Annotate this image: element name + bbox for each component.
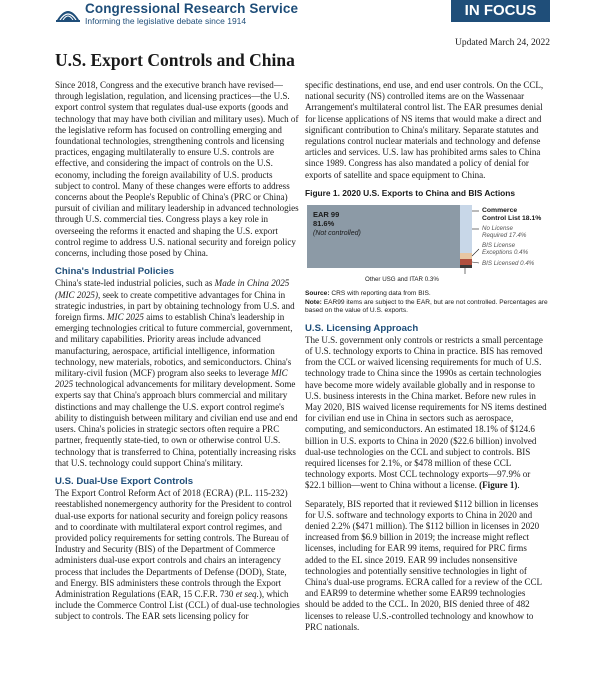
crs-logo[interactable] [55,0,335,28]
updated-date: Updated March 24, 2022 [455,38,550,48]
other-usg-label: Other USG and ITAR 0.3% [365,276,439,284]
org-tagline: Informing the legislative debate since 1914 [85,16,247,26]
header [0,0,600,30]
no-license-label: No License Required 17.4% [482,225,527,240]
exports-figure [305,203,550,286]
industrial-paragraph: China's state-led industrial policies, such as Made in China 2025 (MIC 2025), seek to create competitive advantages for China in strategic industries, in part by obtaining technology from U.S. and foreign firms. MIC 2025 aims to establish China's leadership in emerging technologies critical to future commercial, government, and military capabilities. Priority areas include advanced manufacturing, aerospace, artificial intelligence, information technology, new materials, robotics, and semiconductors. China's military-civil fusion (MCF) program also seeks to leverage MIC 2025 technological advancements for military development. Some experts say that China's approach blurs commercial and military distinctions and may challenge the U.S. export control regime's ability to distinguish between military and civilian end use and end users. China's policies in strategic sectors often require a PRC partner, frequently state-tied, to own or otherwise control U.S. technology that is transferred to China, potentially increasing risks that U.S. technology could support China's military. [55,278,298,468]
left-column [55,80,300,630]
figure-reference: (Figure 1) [479,480,518,491]
figure-source-note: Source: CRS with reporting data from BIS. Note: EAR99 items are subject to the EAR, but are not controlled. Percentages are based on the value of U.S. exports. [305,290,548,315]
licensed-label: BIS Licensed 0.4% [482,260,535,268]
exceptions-label: BIS License Exceptions 0.4% [482,242,529,257]
bar-other-usg [460,265,472,268]
controls-continued-paragraph: specific destinations, end use, and end user controls. On the CCL, national security (NS) controlled items are on the Wassenaar Arrangement's multilateral control list. The EAR presumes denial for license applications of NS items that would make a direct and significant contribution to China's military. Separate statutes and regulations control nuclear materials and technology and defense articles and services. U.S. law has prohibited arms sales to China since 1989. Congress has also mandated a policy of denial for exports of satellite and space equipment to China. [305,80,544,180]
figure-title: Figure 1. 2020 U.S. Exports to China and BIS Actions [305,187,516,198]
ear99-pct: 81.6% [313,219,335,229]
bar-no-license [460,205,472,253]
dual-use-paragraph: The Export Control Reform Act of 2018 (ECRA) (P.L. 115-232) reestablished nonemergency authority for the President to control dual-use exports for national security and foreign policy reasons and to coordinate with multilateral export control regimes, and provided policy requirements for setting controls. The Bureau of Industry and Security (BIS) of the Department of Commerce administers dual-use export controls and chairs an interagency process that includes the Departments of Defense (DOD), State, and Energy. BIS administers these controls through the Export Administration Regulations (EAR, 15 C.F.R. 730 et seq.), which include the Commerce Control List (CCL) of dual-use technologies subject to controls. The EAR sets licensing policy for [55,488,300,622]
page-title: U.S. Export Controls and China [55,50,295,70]
bar-license-exceptions [460,253,472,259]
exports-chart [305,203,550,286]
heading-dual-use: U.S. Dual-Use Export Controls [55,475,194,487]
licensing-paragraph: The U.S. government only controls or restricts a small percentage of U.S. technology exports to China in practice. BIS has removed from the CCL or waived licensing requirements for much of U.S. technology trade to China since the 1990s as certain technologies have become more widely available globally and in response to U.S. business interests in the China market. Before new rules in May 2020, BIS waived license requirements for NS items destined for civilian end use in China in sectors such as aerospace, computing, and semiconductors. An estimated 18.1% of $124.6 billion in U.S. exports to China in 2020 ($22.6 billion) involved dual-use technologies on the CCL and subject to controls. BIS required licenses for 2.1%, or $478 million of these CCL technology exports. Most CCL technology exports—97.9% or $22.1 billion—went to China without a license. (Figure 1). [305,334,547,491]
right-column [305,80,550,640]
heading-industrial-policies: China's Industrial Policies [55,266,175,278]
bar-licensed [460,259,472,265]
ear99-label: EAR 99 [313,210,340,220]
capitol-dome-icon [55,2,81,24]
ccl-label: Commerce Control List 18.1% [482,207,542,223]
heading-licensing: U.S. Licensing Approach [305,322,419,334]
intro-paragraph: Since 2018, Congress and the executive branch have revised—through legislation, regulation, and licensing practices—the U.S. export control system that regulates dual-use exports (goods and technology that may have both civilian and military uses). Much of the legislative reform has focused on controlling emerging and foundational technologies, strengthening controls and licensing practices, engaging multilaterally to ensure U.S. controls are effective, and considering the impact of controls on the U.S. economy, including the foreign availability of U.S. products subject to control. Many of these changes were efforts to address concerns about the People's Republic of China's (PRC or China) pursuit of civilian and military leadership in advanced technologies through U.S. commercial ties. Congress plays a key role in overseeing the reforms it enacted and shaping the U.S. export control regime to address U.S. national security and foreign policy concerns, including those posed by China. [55,80,299,259]
org-name: Congressional Research Service [85,1,299,16]
ear99-note: (Not controlled) [313,230,361,238]
in-focus-badge: IN FOCUS [451,0,550,22]
bis-reported-paragraph: Separately, BIS reported that it reviewed $112 billion in licenses for U.S. software and technology exports to China in 2020 and denied 2.2% ($471 million). The $112 billion in licenses in 2020 increased from $6.9 billion in 2019; the increase might reflect licenses, including for EAR 99 items, required for PRC firms added to the EL since 2019. EAR 99 includes nonsensitive technologies and potentially sensitive technologies in light of China's dual-use programs. ECRA called for a review of the CCL and EAR99 to determine whether some EAR99 technologies should be added to the CCL. In 2020, BIS denied three of 482 licenses to release U.S.-controlled technology and knowhow to PRC nationals. [305,498,542,632]
